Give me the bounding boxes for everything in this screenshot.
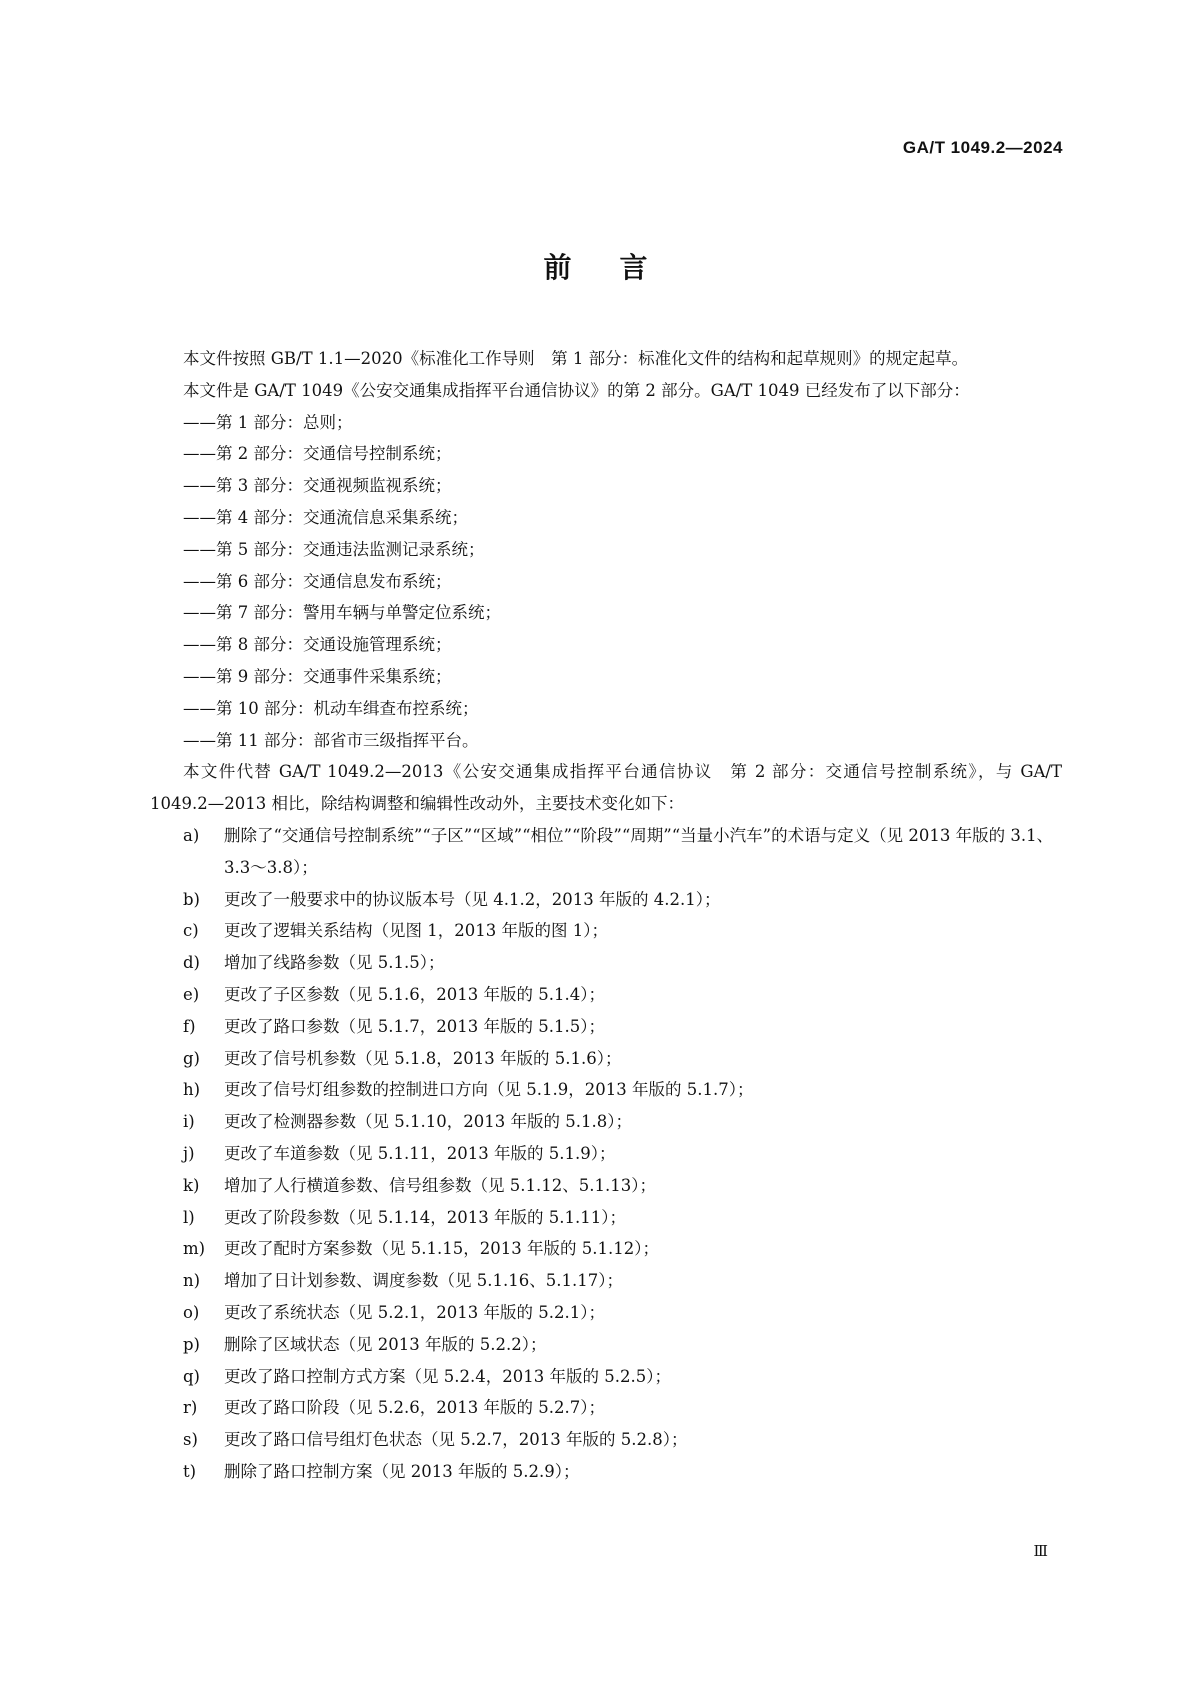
change-text: 更改了路口控制方式方案（见 5.2.4，2013 年版的 5.2.5）； [224,1366,671,1386]
list-item: ——第 11 部分：部省市三级指挥平台。 [183,730,479,750]
change-text: 更改了逻辑关系结构（见图 1，2013 年版的图 1）； [224,921,608,941]
list-marker: k) [183,1175,200,1195]
list-marker: h) [183,1080,201,1100]
change-text: 更改了检测器参数（见 5.1.10，2013 年版的 5.1.8）； [224,1112,632,1132]
list-item: ——第 8 部分：交通设施管理系统； [183,635,452,655]
change-item-s [150,1424,1062,1456]
list-item: ——第 4 部分：交通流信息采集系统； [183,507,468,527]
change-item-k [150,1170,1062,1202]
page-title: 前言 [543,251,696,284]
change-item-n [150,1265,1062,1297]
list-marker: j) [183,1143,195,1163]
list-marker: b) [183,889,200,909]
change-item-p [150,1329,1062,1361]
change-item-q [150,1361,1062,1393]
list-item: ——第 10 部分：机动车缉查布控系统； [183,698,479,718]
list-item: ——第 3 部分：交通视频监视系统； [183,476,452,496]
list-item: ——第 7 部分：警用车辆与单警定位系统； [183,603,501,623]
change-text: 增加了人行横道参数、信号组参数（见 5.1.12、5.1.13）； [224,1175,656,1195]
change-item-t [150,1456,1062,1488]
list-item: ——第 2 部分：交通信号控制系统； [183,444,452,464]
list-marker: q) [183,1366,200,1386]
list-marker: d) [183,953,200,973]
list-item: ——第 9 部分：交通事件采集系统； [183,666,452,686]
change-text: 删除了“交通信号控制系统”“子区”“区域”“相位”“阶段”“周期”“当量小汽车”的术语与定义（见 2013 年版的 3.1、3.3～3.8）； [224,825,1054,877]
document-code: GA/T 1049.2—2024 [902,138,1063,157]
change-text: 增加了日计划参数、调度参数（见 5.1.16、5.1.17）； [224,1271,623,1291]
preface-body [150,343,1062,1488]
list-marker: m) [183,1239,206,1259]
parts-list [150,407,1062,757]
change-text: 更改了车道参数（见 5.1.11，2013 年版的 5.1.9）； [224,1143,616,1163]
change-item-f [150,1011,1062,1043]
change-item-d [150,947,1062,979]
change-item-j [150,1138,1062,1170]
list-marker: n) [183,1271,201,1291]
list-marker: s) [183,1430,198,1450]
drafting-basis-paragraph: 本文件按照 GB/T 1.1—2020《标准化工作导则 第 1 部分：标准化文件的结构和起草规则》的规定起草。 [183,349,969,368]
technical-changes-list [150,820,1062,1488]
change-item-b [150,884,1062,916]
list-marker: t) [183,1461,197,1481]
list-marker: o) [183,1302,200,1322]
change-text: 更改了信号灯组参数的控制进口方向（见 5.1.9，2013 年版的 5.1.7）； [224,1080,754,1100]
change-text: 更改了系统状态（见 5.2.1，2013 年版的 5.2.1）； [224,1302,605,1322]
list-marker: e) [183,984,200,1004]
change-item-e [150,979,1062,1011]
change-text: 更改了一般要求中的协议版本号（见 4.1.2，2013 年版的 4.2.1）； [224,889,721,909]
change-item-o [150,1297,1062,1329]
change-item-i [150,1106,1062,1138]
change-text: 更改了路口参数（见 5.1.7，2013 年版的 5.1.5）； [224,1016,605,1036]
change-item-c [150,915,1062,947]
list-marker: l) [183,1207,195,1227]
change-text: 删除了区域状态（见 2013 年版的 5.2.2）； [224,1334,547,1354]
change-text: 更改了子区参数（见 5.1.6，2013 年版的 5.1.4）； [224,984,605,1004]
change-text: 更改了路口信号组灯色状态（见 5.2.7，2013 年版的 5.2.8）； [224,1430,688,1450]
list-marker: g) [183,1048,200,1068]
list-item: ——第 6 部分：交通信息发布系统； [183,571,452,591]
change-item-h [150,1074,1062,1106]
list-marker: r) [183,1398,198,1418]
list-marker: p) [183,1334,200,1354]
page-number: Ⅲ [1033,1542,1048,1560]
list-marker: a) [183,825,200,845]
change-item-a [150,820,1062,884]
list-marker: i) [183,1112,195,1132]
list-item: ——第 1 部分：总则； [183,412,353,432]
list-item: ——第 5 部分：交通违法监测记录系统； [183,539,485,559]
change-item-r [150,1392,1062,1424]
change-text: 更改了阶段参数（见 5.1.14，2013 年版的 5.1.11）； [224,1207,626,1227]
change-text: 更改了信号机参数（见 5.1.8，2013 年版的 5.1.6）； [224,1048,622,1068]
change-item-g [150,1043,1062,1075]
change-text: 增加了线路参数（见 5.1.5）； [224,953,445,973]
list-marker: f) [183,1016,196,1036]
change-text: 更改了路口阶段（见 5.2.6，2013 年版的 5.2.7）； [224,1398,605,1418]
list-marker: c) [183,921,199,941]
change-text: 更改了配时方案参数（见 5.1.15，2013 年版的 5.1.12）； [224,1239,659,1259]
replacement-paragraph: 本文件代替 GA/T 1049.2—2013《公安交通集成指挥平台通信协议 第 2 部分：交通信号控制系统》，与 GA/T 1049.2—2013 相比，除结构调整和编辑性改动外，主要技术变化如下： [150,762,1062,814]
series-intro-paragraph: 本文件是 GA/T 1049《公安交通集成指挥平台通信协议》的第 2 部分。GA/T 1049 已经发布了以下部分： [183,380,970,400]
change-item-l [150,1202,1062,1234]
change-text: 删除了路口控制方案（见 2013 年版的 5.2.9）； [224,1461,580,1481]
change-item-m [150,1233,1062,1265]
